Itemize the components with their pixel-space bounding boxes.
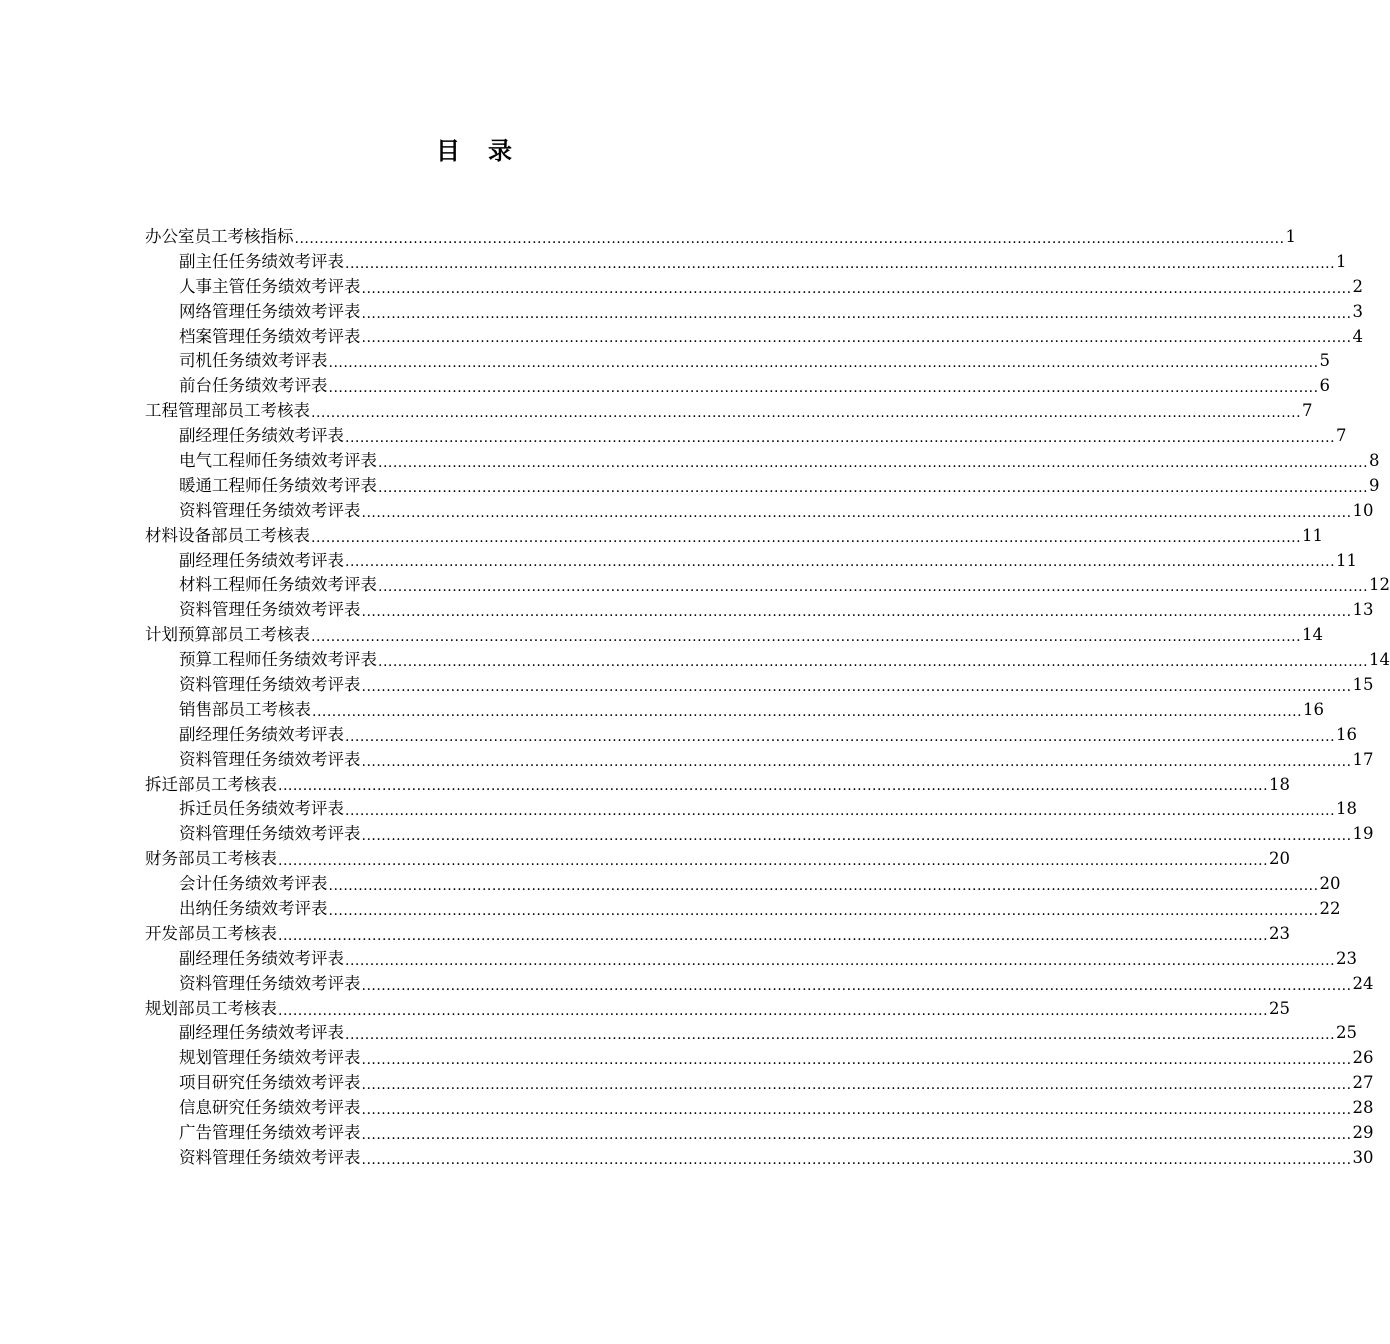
toc-entry-page-number: 19 bbox=[1352, 824, 1374, 844]
toc-dot-leader: ........................................................................................................................................................................................................ bbox=[345, 554, 1336, 571]
toc-dot-leader: ........................................................................................................................................................................................................ bbox=[361, 753, 1352, 770]
toc-entry-section[interactable] bbox=[145, 524, 1324, 549]
toc-entry-subsection[interactable] bbox=[145, 972, 1374, 997]
toc-entry-page-number: 16 bbox=[1336, 724, 1358, 744]
toc-entry-page-number: 28 bbox=[1352, 1098, 1374, 1118]
toc-entry-text: 副经理任务绩效考评表 bbox=[179, 1023, 344, 1043]
toc-entry-page-number: 22 bbox=[1319, 899, 1341, 919]
toc-dot-leader: ........................................................................................................................................................................................................ bbox=[361, 305, 1352, 322]
toc-dot-leader: ........................................................................................................................................................................................................ bbox=[361, 977, 1352, 994]
toc-entry-text: 开发部员工考核表 bbox=[145, 923, 277, 943]
toc-entry-text: 会计任务绩效考评表 bbox=[179, 874, 328, 894]
toc-entry-text: 档案管理任务绩效考评表 bbox=[179, 326, 361, 346]
toc-entry-text: 副主任任务绩效考评表 bbox=[179, 251, 344, 271]
toc-entry-text: 资料管理任务绩效考评表 bbox=[179, 600, 361, 620]
toc-entry-page-number: 7 bbox=[1336, 426, 1347, 446]
toc-entry-subsection[interactable] bbox=[145, 1146, 1374, 1171]
toc-dot-leader: ........................................................................................................................................................................................................ bbox=[311, 405, 1302, 422]
toc-entry-page-number: 7 bbox=[1302, 401, 1313, 421]
toc-entry-page-number: 18 bbox=[1269, 774, 1291, 794]
toc-dot-leader: ........................................................................................................................................................................................................ bbox=[278, 1002, 1269, 1019]
toc-entry-subsection[interactable] bbox=[145, 1071, 1374, 1096]
toc-dot-leader: ........................................................................................................................................................................................................ bbox=[378, 654, 1369, 671]
toc-list bbox=[145, 225, 1390, 1171]
toc-dot-leader: ........................................................................................................................................................................................................ bbox=[345, 952, 1336, 969]
toc-entry-text: 资料管理任务绩效考评表 bbox=[179, 500, 361, 520]
toc-entry-page-number: 2 bbox=[1352, 276, 1364, 296]
toc-entry-text: 副经理任务绩效考评表 bbox=[179, 426, 344, 446]
toc-entry-text: 资料管理任务绩效考评表 bbox=[179, 973, 361, 993]
toc-dot-leader: ........................................................................................................................................................................................................ bbox=[311, 629, 1302, 646]
toc-entry-subsection[interactable] bbox=[145, 947, 1358, 972]
toc-entry-page-number: 20 bbox=[1319, 874, 1341, 894]
toc-entry-page-number: 4 bbox=[1352, 326, 1364, 346]
toc-entry-text: 前台任务绩效考评表 bbox=[179, 376, 328, 396]
toc-entry-page-number: 10 bbox=[1352, 500, 1374, 520]
toc-entry-text: 司机任务绩效考评表 bbox=[179, 351, 328, 371]
toc-dot-leader: ........................................................................................................................................................................................................ bbox=[361, 1102, 1352, 1119]
toc-dot-leader: ........................................................................................................................................................................................................ bbox=[345, 1027, 1336, 1044]
toc-dot-leader: ........................................................................................................................................................................................................ bbox=[361, 504, 1352, 521]
toc-entry-page-number: 8 bbox=[1369, 451, 1380, 470]
toc-title: 目 录 bbox=[436, 136, 514, 165]
toc-entry-text: 项目研究任务绩效考评表 bbox=[179, 1073, 361, 1093]
toc-entry-text: 资料管理任务绩效考评表 bbox=[179, 1147, 361, 1167]
toc-entry-subsection[interactable] bbox=[145, 474, 1380, 499]
toc-entry-section[interactable] bbox=[145, 847, 1291, 872]
toc-entry-subsection[interactable] bbox=[145, 1022, 1358, 1047]
toc-entry-page-number: 5 bbox=[1319, 351, 1331, 371]
toc-entry-text: 工程管理部员工考核表 bbox=[145, 401, 310, 421]
toc-dot-leader: ........................................................................................................................................................................................................ bbox=[378, 579, 1369, 596]
toc-entry-page-number: 3 bbox=[1352, 301, 1364, 321]
toc-dot-leader: ........................................................................................................................................................................................................ bbox=[361, 828, 1352, 845]
toc-entry-section[interactable] bbox=[145, 773, 1291, 798]
toc-dot-leader: ........................................................................................................................................................................................................ bbox=[328, 902, 1319, 919]
toc-entry-text: 规划部员工考核表 bbox=[145, 998, 277, 1018]
toc-entry-text: 网络管理任务绩效考评表 bbox=[179, 301, 361, 321]
toc-dot-leader: ........................................................................................................................................................................................................ bbox=[328, 355, 1319, 372]
toc-entry-subsection[interactable] bbox=[145, 250, 1347, 275]
toc-entry-text: 拆迁部员工考核表 bbox=[145, 774, 277, 794]
toc-entry-page-number: 25 bbox=[1269, 998, 1291, 1018]
toc-entry-page-number: 13 bbox=[1352, 600, 1374, 620]
toc-dot-leader: ........................................................................................................................................................................................................ bbox=[278, 778, 1269, 795]
toc-entry-page-number: 18 bbox=[1336, 799, 1358, 819]
toc-entry-text: 材料设备部员工考核表 bbox=[145, 525, 310, 545]
toc-entry-subsection[interactable] bbox=[145, 1121, 1374, 1146]
toc-entry-page-number: 26 bbox=[1352, 1048, 1374, 1068]
toc-entry-subsection[interactable] bbox=[145, 499, 1374, 524]
toc-entry-subsection[interactable] bbox=[145, 325, 1364, 350]
toc-entry-text: 暖通工程师任务绩效考评表 bbox=[179, 475, 377, 495]
toc-entry-subsection[interactable] bbox=[145, 349, 1331, 374]
toc-entry-page-number: 15 bbox=[1352, 675, 1374, 695]
toc-dot-leader: ........................................................................................................................................................................................................ bbox=[378, 479, 1369, 496]
toc-entry-subsection[interactable] bbox=[145, 1046, 1374, 1071]
toc-entry-subsection[interactable] bbox=[145, 424, 1347, 449]
toc-entry-subsection[interactable] bbox=[145, 648, 1390, 673]
toc-dot-leader: ........................................................................................................................................................................................................ bbox=[361, 604, 1352, 621]
toc-entry-subsection[interactable] bbox=[145, 573, 1390, 598]
toc-dot-leader: ........................................................................................................................................................................................................ bbox=[311, 529, 1302, 546]
toc-entry-subsection[interactable] bbox=[145, 872, 1341, 897]
toc-dot-leader: ........................................................................................................................................................................................................ bbox=[361, 1151, 1352, 1168]
toc-entry-text: 办公室员工考核指标 bbox=[145, 226, 294, 246]
toc-dot-leader: ........................................................................................................................................................................................................ bbox=[361, 330, 1352, 347]
toc-entry-page-number: 23 bbox=[1269, 923, 1291, 943]
toc-entry-text: 副经理任务绩效考评表 bbox=[179, 724, 344, 744]
toc-dot-leader: ........................................................................................................................................................................................................ bbox=[312, 703, 1303, 720]
toc-entry-subsection[interactable] bbox=[145, 897, 1341, 922]
toc-entry-section[interactable] bbox=[145, 922, 1291, 947]
toc-entry-section[interactable] bbox=[145, 997, 1291, 1022]
toc-entry-subsection[interactable] bbox=[145, 797, 1358, 822]
toc-entry-subsection[interactable] bbox=[145, 549, 1358, 574]
toc-entry-page-number: 11 bbox=[1336, 550, 1358, 570]
toc-entry-page-number: 23 bbox=[1336, 948, 1358, 968]
toc-dot-leader: ........................................................................................................................................................................................................ bbox=[361, 1126, 1352, 1143]
toc-entry-page-number: 12 bbox=[1369, 575, 1390, 595]
toc-entry-text: 副经理任务绩效考评表 bbox=[179, 550, 344, 570]
toc-dot-leader: ........................................................................................................................................................................................................ bbox=[345, 728, 1336, 745]
toc-entry-page-number: 9 bbox=[1369, 475, 1380, 495]
toc-entry-subsection[interactable] bbox=[145, 1096, 1374, 1121]
toc-dot-leader: ........................................................................................................................................................................................................ bbox=[345, 430, 1336, 447]
toc-entry-subsection[interactable] bbox=[145, 374, 1331, 399]
toc-entry-subsection[interactable] bbox=[145, 748, 1374, 773]
toc-entry-text: 材料工程师任务绩效考评表 bbox=[179, 575, 377, 595]
toc-dot-leader: ........................................................................................................................................................................................................ bbox=[278, 927, 1269, 944]
toc-dot-leader: ........................................................................................................................................................................................................ bbox=[328, 380, 1319, 397]
toc-entry-page-number: 25 bbox=[1336, 1023, 1358, 1043]
toc-entry-page-number: 11 bbox=[1302, 525, 1324, 545]
toc-entry-text: 资料管理任务绩效考评表 bbox=[179, 824, 361, 844]
toc-entry-text: 资料管理任务绩效考评表 bbox=[179, 749, 361, 769]
toc-entry-text: 广告管理任务绩效考评表 bbox=[179, 1123, 361, 1143]
toc-entry-text: 信息研究任务绩效考评表 bbox=[179, 1098, 361, 1118]
toc-entry-text: 资料管理任务绩效考评表 bbox=[179, 675, 361, 695]
toc-dot-leader: ........................................................................................................................................................................................................ bbox=[361, 1052, 1352, 1069]
toc-entry-text: 人事主管任务绩效考评表 bbox=[179, 276, 361, 296]
toc-entry-text: 拆迁员任务绩效考评表 bbox=[179, 799, 344, 819]
toc-entry-section[interactable] bbox=[145, 399, 1313, 424]
toc-entry-subsection[interactable] bbox=[145, 673, 1374, 698]
toc-entry-page-number: 20 bbox=[1269, 849, 1291, 869]
toc-entry-text: 出纳任务绩效考评表 bbox=[179, 899, 328, 919]
toc-entry-page-number: 17 bbox=[1352, 749, 1374, 769]
toc-dot-leader: ........................................................................................................................................................................................................ bbox=[361, 678, 1352, 695]
toc-entry-section[interactable] bbox=[145, 623, 1324, 648]
toc-entry-subsection[interactable] bbox=[145, 449, 1380, 474]
toc-dot-leader: ........................................................................................................................................................................................................ bbox=[361, 1077, 1352, 1094]
toc-dot-leader: ........................................................................................................................................................................................................ bbox=[378, 454, 1369, 471]
toc-entry-page-number: 16 bbox=[1303, 699, 1325, 719]
toc-entry-page-number: 1 bbox=[1336, 251, 1347, 271]
toc-entry-text: 电气工程师任务绩效考评表 bbox=[179, 451, 377, 470]
toc-entry-page-number: 24 bbox=[1352, 973, 1374, 993]
toc-entry-text: 副经理任务绩效考评表 bbox=[179, 948, 344, 968]
toc-entry-subsection[interactable] bbox=[145, 822, 1374, 847]
toc-entry-page-number: 14 bbox=[1302, 625, 1324, 645]
toc-entry-section[interactable] bbox=[145, 225, 1297, 250]
toc-entry-page-number: 14 bbox=[1369, 650, 1390, 670]
toc-dot-leader: ........................................................................................................................................................................................................ bbox=[328, 878, 1319, 895]
toc-entry-text: 规划管理任务绩效考评表 bbox=[179, 1048, 361, 1068]
toc-entry-subsection[interactable] bbox=[145, 300, 1364, 325]
toc-entry-page-number: 27 bbox=[1352, 1073, 1374, 1093]
toc-dot-leader: ........................................................................................................................................................................................................ bbox=[345, 255, 1336, 272]
toc-entry-page-number: 29 bbox=[1352, 1123, 1374, 1143]
toc-dot-leader: ........................................................................................................................................................................................................ bbox=[294, 230, 1285, 247]
toc-entry-text: 销售部员工考核表 bbox=[179, 699, 311, 719]
toc-entry-subsection[interactable] bbox=[145, 723, 1358, 748]
toc-entry-page-number: 6 bbox=[1319, 376, 1331, 396]
toc-dot-leader: ........................................................................................................................................................................................................ bbox=[361, 280, 1352, 297]
toc-entry-page-number: 30 bbox=[1352, 1147, 1374, 1167]
toc-entry-text: 预算工程师任务绩效考评表 bbox=[179, 650, 377, 670]
toc-entry-text: 计划预算部员工考核表 bbox=[145, 625, 310, 645]
toc-entry-text: 财务部员工考核表 bbox=[145, 849, 277, 869]
toc-entry-subsection[interactable] bbox=[145, 698, 1325, 723]
toc-entry-subsection[interactable] bbox=[145, 275, 1364, 300]
toc-dot-leader: ........................................................................................................................................................................................................ bbox=[278, 853, 1269, 870]
toc-entry-subsection[interactable] bbox=[145, 598, 1374, 623]
toc-dot-leader: ........................................................................................................................................................................................................ bbox=[345, 803, 1336, 820]
toc-entry-page-number: 1 bbox=[1285, 226, 1297, 246]
